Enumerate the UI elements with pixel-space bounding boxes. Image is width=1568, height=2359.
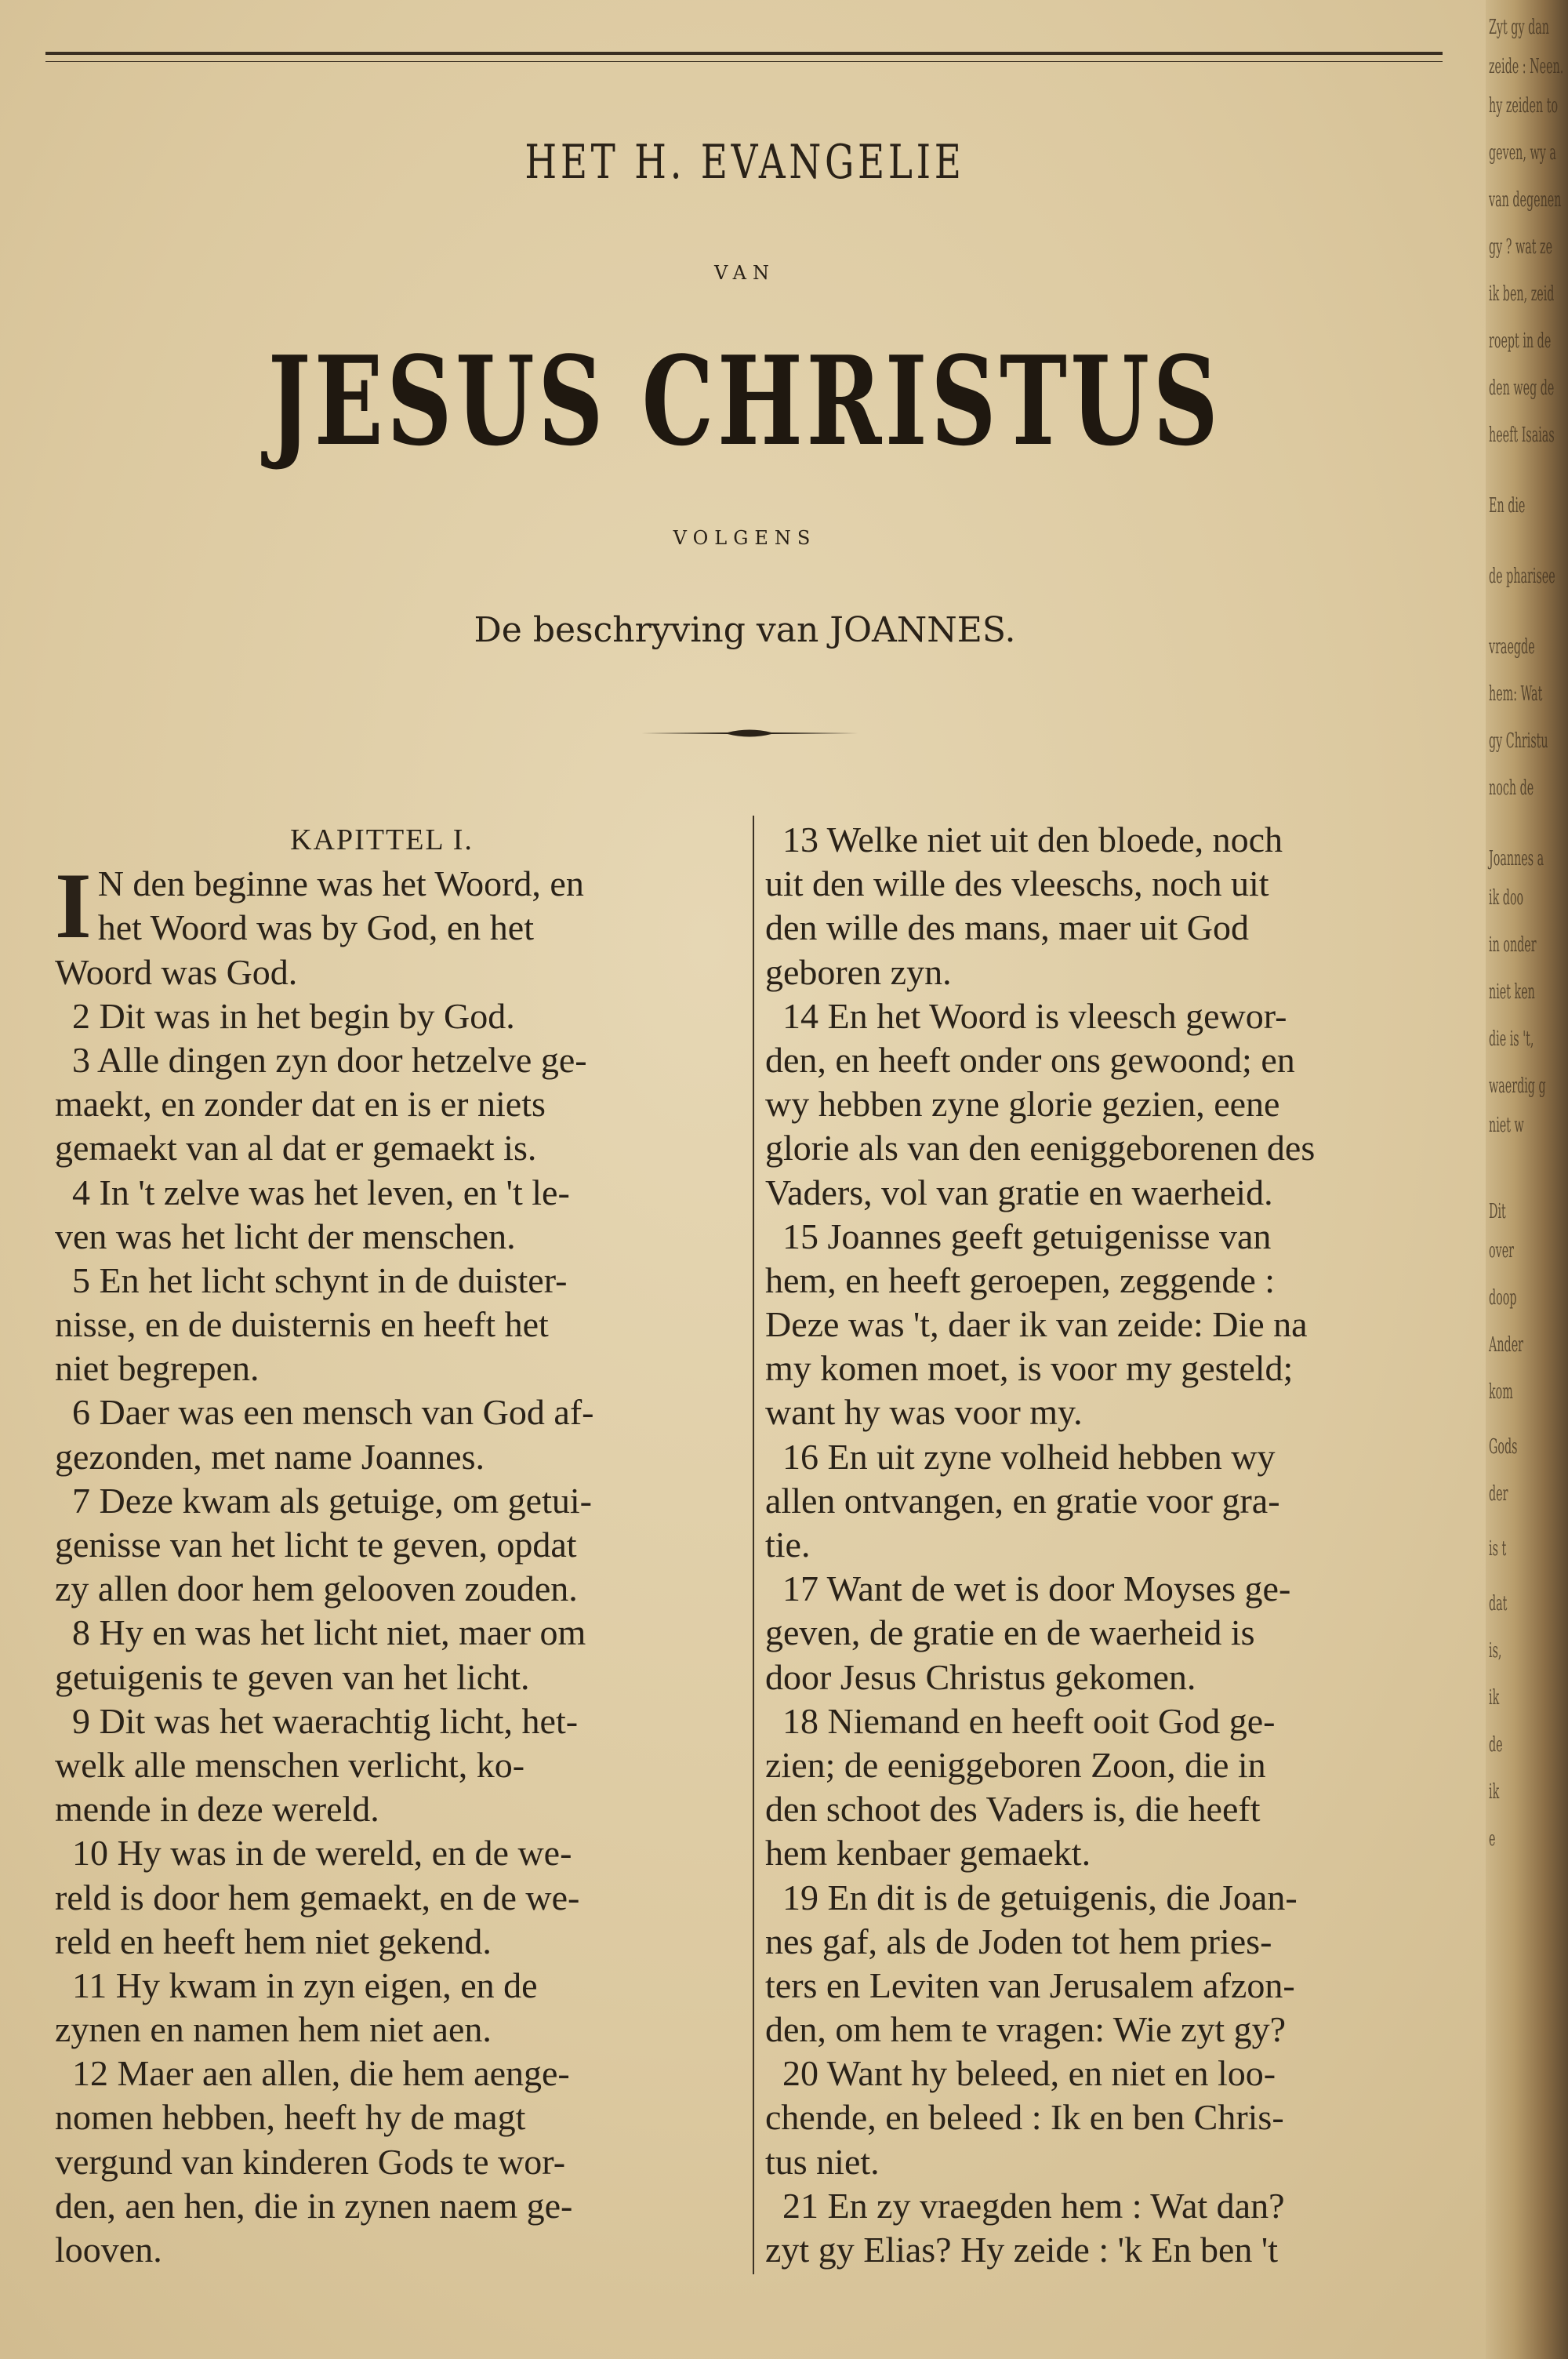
facing-page-fragment: de pharisee (1489, 565, 1555, 588)
text-line: looven. (55, 2230, 162, 2270)
text-line: tus niet. (765, 2141, 880, 2182)
facing-page-fragment: niet w (1489, 1114, 1524, 1137)
facing-page-fragment: roept in de (1489, 329, 1552, 353)
facing-page-fragment: vraegde (1489, 635, 1535, 659)
facing-page-fragment: Joannes a (1489, 847, 1544, 871)
text-line: welk alle menschen verlicht, ko- (55, 1744, 525, 1785)
facing-page-fragment: die is 't, (1489, 1027, 1534, 1051)
text-line: nes gaf, als de Joden tot hem pries- (765, 1921, 1272, 1961)
text-line: allen ontvangen, en gratie voor gra- (765, 1480, 1280, 1521)
drop-cap: I (55, 853, 92, 958)
text-line: reld en heeft hem niet gekend. (55, 1921, 492, 1961)
text-line: gezonden, met name Joannes. (55, 1436, 485, 1477)
text-line: 14 En het Woord is vleesch gewor- (782, 995, 1287, 1036)
facing-page-fragment: e (1489, 1827, 1496, 1851)
text-line: wy hebben zyne glorie gezien, eene (765, 1084, 1280, 1125)
facing-page-fragment: zeide : Neen. (1489, 55, 1564, 78)
facing-page-fragment: Gods (1489, 1435, 1518, 1459)
text-line: hem kenbaer gemaekt. (765, 1833, 1091, 1874)
text-line: Woord was God. (55, 951, 298, 992)
text-line: Vaders, vol van gratie en waerheid. (765, 1172, 1273, 1212)
text-line: den, om hem te vragen: Wie zyt gy? (765, 2009, 1287, 2050)
text-line: den, en heeft onder ons gewoond; en (765, 1039, 1295, 1080)
facing-page-fragment: hem: Wat (1489, 682, 1543, 706)
text-line: 8 Hy en was het licht niet, maer om (72, 1612, 586, 1653)
text-line: glorie als van den eeniggeborenen des (765, 1128, 1316, 1169)
facing-page-fragment: ik (1489, 1780, 1500, 1804)
facing-page-fragment: ik (1489, 1686, 1500, 1710)
facing-page-fragment: Dit (1489, 1200, 1506, 1223)
text-line: vergund van kinderen Gods te wor- (55, 2141, 566, 2182)
text-line: niet begrepen. (55, 1348, 260, 1389)
facing-page-fragment: der (1489, 1482, 1508, 1506)
facing-page-fragment: is t (1489, 1537, 1507, 1561)
facing-page-fragment: is, (1489, 1639, 1502, 1663)
facing-page-fragment: gy Christu (1489, 729, 1548, 753)
text-line: 6 Daer was een mensch van God af- (72, 1392, 594, 1433)
facing-page-fragment: over (1489, 1239, 1514, 1263)
text-line: 9 Dit was het waerachtig licht, het- (72, 1700, 579, 1741)
text-line: 18 Niemand en heeft ooit God ge- (782, 1700, 1276, 1741)
facing-page-fragment: ik ben, zeid (1489, 282, 1555, 306)
text-line: zien; de eeniggeboren Zoon, die in (765, 1744, 1266, 1785)
text-line: nisse, en de duisternis en heeft het (55, 1304, 549, 1345)
facing-page-fragment: van degenen (1489, 188, 1562, 212)
facing-page-fragment: hy zeiden to (1489, 94, 1559, 118)
text-line: mende in deze wereld. (55, 1789, 379, 1830)
text-line: het Woord was by God, en het (97, 907, 534, 948)
text-line: genisse van het licht te geven, opdat (55, 1525, 577, 1565)
ornament-divider-icon (641, 725, 858, 741)
facing-page-fragment: geven, wy a (1489, 141, 1556, 165)
column-divider (753, 816, 754, 2274)
text-line: zy allen door hem gelooven zouden. (55, 1568, 578, 1609)
title-jesus-christus: JESUS CHRISTUS (267, 329, 1222, 473)
chapter-heading: KAPITTEL I. (290, 823, 474, 856)
text-line: 7 Deze kwam als getuige, om getui- (72, 1480, 592, 1521)
facing-page-fragment: gy ? wat ze (1489, 235, 1553, 259)
facing-page-fragment: Ander (1489, 1333, 1523, 1357)
text-line: reld is door hem gemaekt, en de we- (55, 1877, 580, 1917)
left-column (55, 818, 740, 2272)
text-line: 3 Alle dingen zyn door hetzelve ge- (72, 1039, 587, 1080)
facing-page-fragment: doop (1489, 1286, 1517, 1310)
text-line: 17 Want de wet is door Moyses ge- (782, 1568, 1291, 1609)
text-line: den wille des mans, maer uit God (765, 907, 1250, 948)
text-line: want hy was voor my. (765, 1392, 1083, 1433)
facing-page-fragment: heeft Isaias (1489, 423, 1555, 447)
text-line: door Jesus Christus gekomen. (765, 1656, 1196, 1697)
facing-page-fragment: dat (1489, 1592, 1508, 1616)
text-line: uit den wille des vleeschs, noch uit (765, 863, 1269, 904)
text-line: N den beginne was het Woord, en (97, 863, 584, 904)
facing-page-fragment: kom (1489, 1380, 1513, 1404)
title-volgens: VOLGENS (673, 527, 817, 549)
title-line-evangelie: HET H. EVANGELIE (524, 135, 965, 190)
text-line: tie. (765, 1525, 811, 1565)
text-line: zyt gy Elias? Hy zeide : 'k En ben 't (765, 2230, 1278, 2270)
facing-page-fragment: Zyt gy dan (1489, 16, 1549, 39)
text-line: getuigenis te geven van het licht. (55, 1656, 530, 1697)
text-line: ven was het licht der menschen. (55, 1216, 516, 1256)
facing-page-fragment: ik doo (1489, 886, 1524, 910)
text-line: chende, en beleed : Ik en ben Chris- (765, 2097, 1284, 2138)
text-line: 13 Welke niet uit den bloede, noch (782, 820, 1283, 860)
facing-page-fragment: noch de (1489, 776, 1534, 800)
text-line: 19 En dit is de getuigenis, die Joan- (782, 1877, 1298, 1917)
facing-page-fragment: waerdig g (1489, 1074, 1546, 1098)
text-line: hem, en heeft geroepen, zeggende : (765, 1259, 1276, 1300)
top-rule-thin (45, 61, 1443, 62)
text-line: 5 En het licht schynt in de duister- (72, 1259, 568, 1300)
text-line: 20 Want hy beleed, en niet en loo- (782, 2053, 1276, 2094)
facing-page-fragment: in onder (1489, 933, 1537, 957)
text-line: geven, de gratie en de waerheid is (765, 1612, 1255, 1653)
text-line: den, aen hen, die in zynen naem ge- (55, 2185, 573, 2226)
facing-page-edge (1486, 0, 1568, 2359)
text-line: nomen hebben, heeft hy de magt (55, 2097, 526, 2138)
facing-page-fragment: En die (1489, 494, 1526, 518)
text-line: gemaekt van al dat er gemaekt is. (55, 1128, 537, 1169)
facing-page-fragment: niet ken (1489, 980, 1535, 1004)
text-line: 15 Joannes geeft getuigenisse van (782, 1216, 1272, 1256)
text-line: 10 Hy was in de wereld, en de we- (72, 1833, 572, 1874)
facing-page-fragment: de (1489, 1733, 1503, 1757)
text-line: geboren zyn. (765, 951, 952, 992)
top-rule-thick (45, 52, 1443, 55)
text-line: 16 En uit zyne volheid hebben wy (782, 1436, 1276, 1477)
text-line: 12 Maer aen allen, die hem aenge- (72, 2053, 570, 2094)
text-line: 2 Dit was in het begin by God. (72, 995, 515, 1036)
text-line: my komen moet, is voor my gesteld; (765, 1348, 1294, 1389)
text-line: 4 In 't zelve was het leven, en 't le- (72, 1172, 570, 1212)
title-van: VAN (713, 262, 776, 284)
text-line: maekt, en zonder dat en is er niets (55, 1084, 546, 1125)
text-line: 21 En zy vraegden hem : Wat dan? (782, 2185, 1285, 2226)
subtitle-beschryving: De beschryving van JOANNES. (474, 610, 1016, 650)
right-column (765, 818, 1447, 2272)
text-line: Deze was 't, daer ik van zeide: Die na (765, 1304, 1308, 1345)
text-line: den schoot des Vaders is, die heeft (765, 1789, 1261, 1830)
text-line: ters en Leviten van Jerusalem afzon- (765, 1965, 1295, 2005)
text-line: zynen en namen hem niet aen. (55, 2009, 492, 2050)
text-line: 11 Hy kwam in zyn eigen, en de (72, 1965, 538, 2005)
facing-page-fragment: den weg de (1489, 376, 1555, 400)
